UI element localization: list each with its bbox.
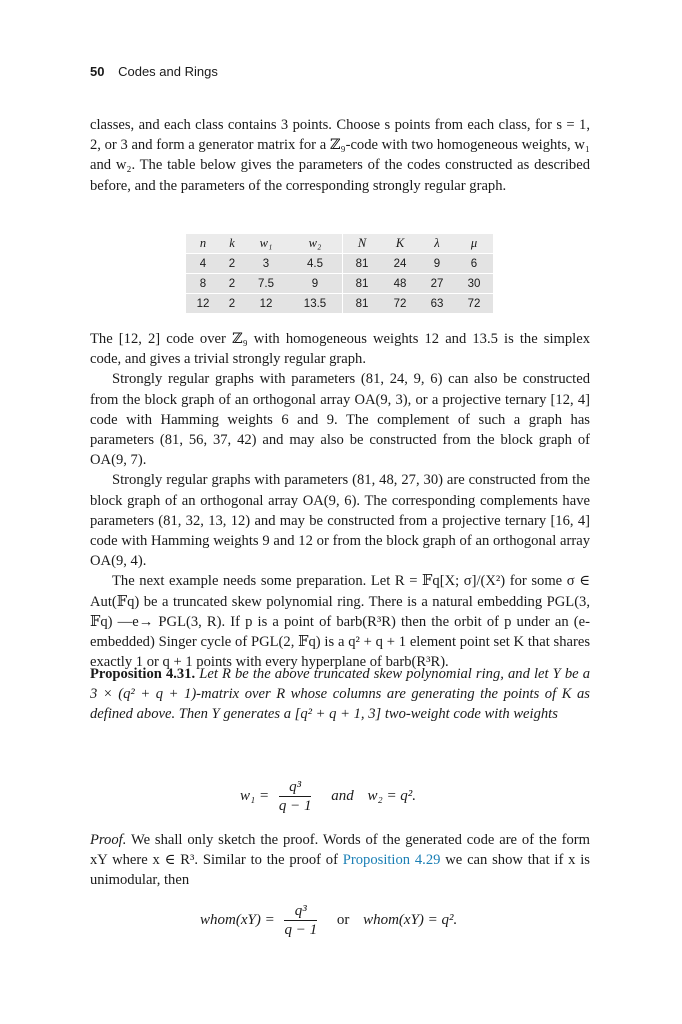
eq1-rhs: w₂ = q².: [367, 787, 417, 804]
table-row: [186, 273, 493, 293]
eq1-fraction: [279, 778, 312, 815]
parameters-table: [186, 234, 493, 313]
running-title: Codes and Rings: [118, 64, 218, 79]
table-cell: 4.5: [288, 253, 342, 273]
proposition-link[interactable]: Proposition 4.29: [342, 852, 441, 869]
eq2-rhs: whom(xY) = q².: [363, 911, 458, 928]
proposition-text: Let R be the above truncated skew polynomial ring, and let Y be a 3 × (q² + q + 1)-matrix over R whose columns are generating the points of K as defined above. Then Y generates a [q² + q + 1, 3] two-weight code with weights: [90, 666, 591, 723]
table-cell: 81: [342, 253, 381, 273]
table-cell: 2: [220, 293, 244, 313]
proof: [90, 830, 590, 891]
table-header-row: [186, 234, 493, 253]
table-cell: 24: [381, 253, 419, 273]
table-cell: 7.5: [244, 273, 288, 293]
table-cell: 30: [455, 273, 493, 293]
table-row: [186, 293, 493, 313]
equation-weights: [240, 778, 416, 815]
proposition-label: Proposition 4.31.: [90, 666, 196, 682]
table-cell: 72: [381, 293, 419, 313]
table-cell: 81: [342, 293, 381, 313]
paragraph-1: classes, and each class contains 3 points. Choose s points from each class, for s = 1, 2, or 3 and form a generator matrix for a ℤ₉-code with two homogeneous weights, w₁ and w₂. The table below gives the parameters of the codes constructed as described before, and the parameters of the corresponding strongly regular graph.: [90, 117, 590, 194]
header-cell: k: [220, 234, 244, 253]
table-cell: 48: [381, 273, 419, 293]
table-cell: 8: [186, 273, 220, 293]
table-cell: 6: [455, 253, 493, 273]
table-cell: 72: [455, 293, 493, 313]
equation-hom-weight: [200, 902, 457, 939]
eq2-lhs: whom(xY) =: [200, 911, 275, 928]
header-cell: w₁: [244, 234, 288, 253]
proposition: [90, 664, 590, 725]
intro-paragraph: [90, 115, 590, 196]
header-cell: N: [342, 234, 381, 253]
proof-text-a: We shall only sketch the proof. Words of the generated code are of the form xY where x ∈ R³. Similar to the proof of: [90, 832, 590, 869]
eq2-numerator: q³: [284, 902, 317, 921]
table-cell: 4: [186, 253, 220, 273]
eq1-lhs: w₁ =: [240, 787, 270, 804]
paragraph-5: The next example needs some preparation. Let R = 𝔽q[X; σ]/(X²) for some σ ∈ Aut(𝔽q) be a truncated skew polynomial ring. There is a natural embedding PGL(3, 𝔽q) —e→ PGL(3, R). If p is a point of barb(R³R) then the orbit of p under an (e-embedded) Singer cycle of PGL(2, 𝔽q) is a q² + q + 1 element point set K that shares exactly 1 or q + 1 points with every hyperplane of barb(R³R).: [90, 573, 590, 671]
table-cell: 12: [244, 293, 288, 313]
eq1-denominator: q − 1: [278, 798, 312, 814]
table-cell: 13.5: [288, 293, 342, 313]
proof-text-b: we can show that if x is unimodular, then: [90, 852, 590, 889]
eq2-fraction: [284, 902, 317, 939]
running-header: [90, 64, 218, 79]
table-row: [186, 253, 493, 273]
table-cell: 81: [342, 273, 381, 293]
table-cell: 3: [244, 253, 288, 273]
table-cell: 2: [220, 253, 244, 273]
proof-label: Proof.: [90, 832, 127, 848]
table-cell: 9: [419, 253, 455, 273]
header-cell: n: [186, 234, 220, 253]
table-cell: 12: [186, 293, 220, 313]
eq1-numerator: q³: [279, 778, 312, 797]
eq2-denominator: q − 1: [284, 922, 318, 938]
eq2-or: or: [336, 911, 350, 928]
eq1-and: and: [331, 787, 354, 804]
page-number: 50: [90, 64, 105, 79]
paragraph-3: Strongly regular graphs with parameters (81, 24, 9, 6) can also be constructed from the block graph of an orthogonal array OA(9, 3), or a projective ternary [12, 4] code with Hamming weights 6 and 9. The complement of such a graph has parameters (81, 56, 37, 42) and may also be constructed from the block graph of OA(9, 7).: [90, 371, 590, 469]
table-cell: 2: [220, 273, 244, 293]
paragraph-4: Strongly regular graphs with parameters (81, 48, 27, 30) are constructed from the block graph of an orthogonal array OA(9, 6). The corresponding complements have parameters (81, 32, 13, 12) and may be constructed from a projective ternary [16, 4] code with Hamming weights 9 and 12 or from the block graph of an orthogonal array OA(9, 4).: [90, 472, 590, 570]
table-cell: 63: [419, 293, 455, 313]
header-cell: w₂: [288, 234, 342, 253]
body-text: [90, 329, 590, 672]
table-cell: 9: [288, 273, 342, 293]
header-cell: μ: [455, 234, 493, 253]
paragraph-2: The [12, 2] code over ℤ₉ with homogeneous weights 12 and 13.5 is the simplex code, and gives a trivial strongly regular graph.: [90, 331, 590, 368]
header-cell: K: [381, 234, 419, 253]
header-cell: λ: [419, 234, 455, 253]
table-cell: 27: [419, 273, 455, 293]
